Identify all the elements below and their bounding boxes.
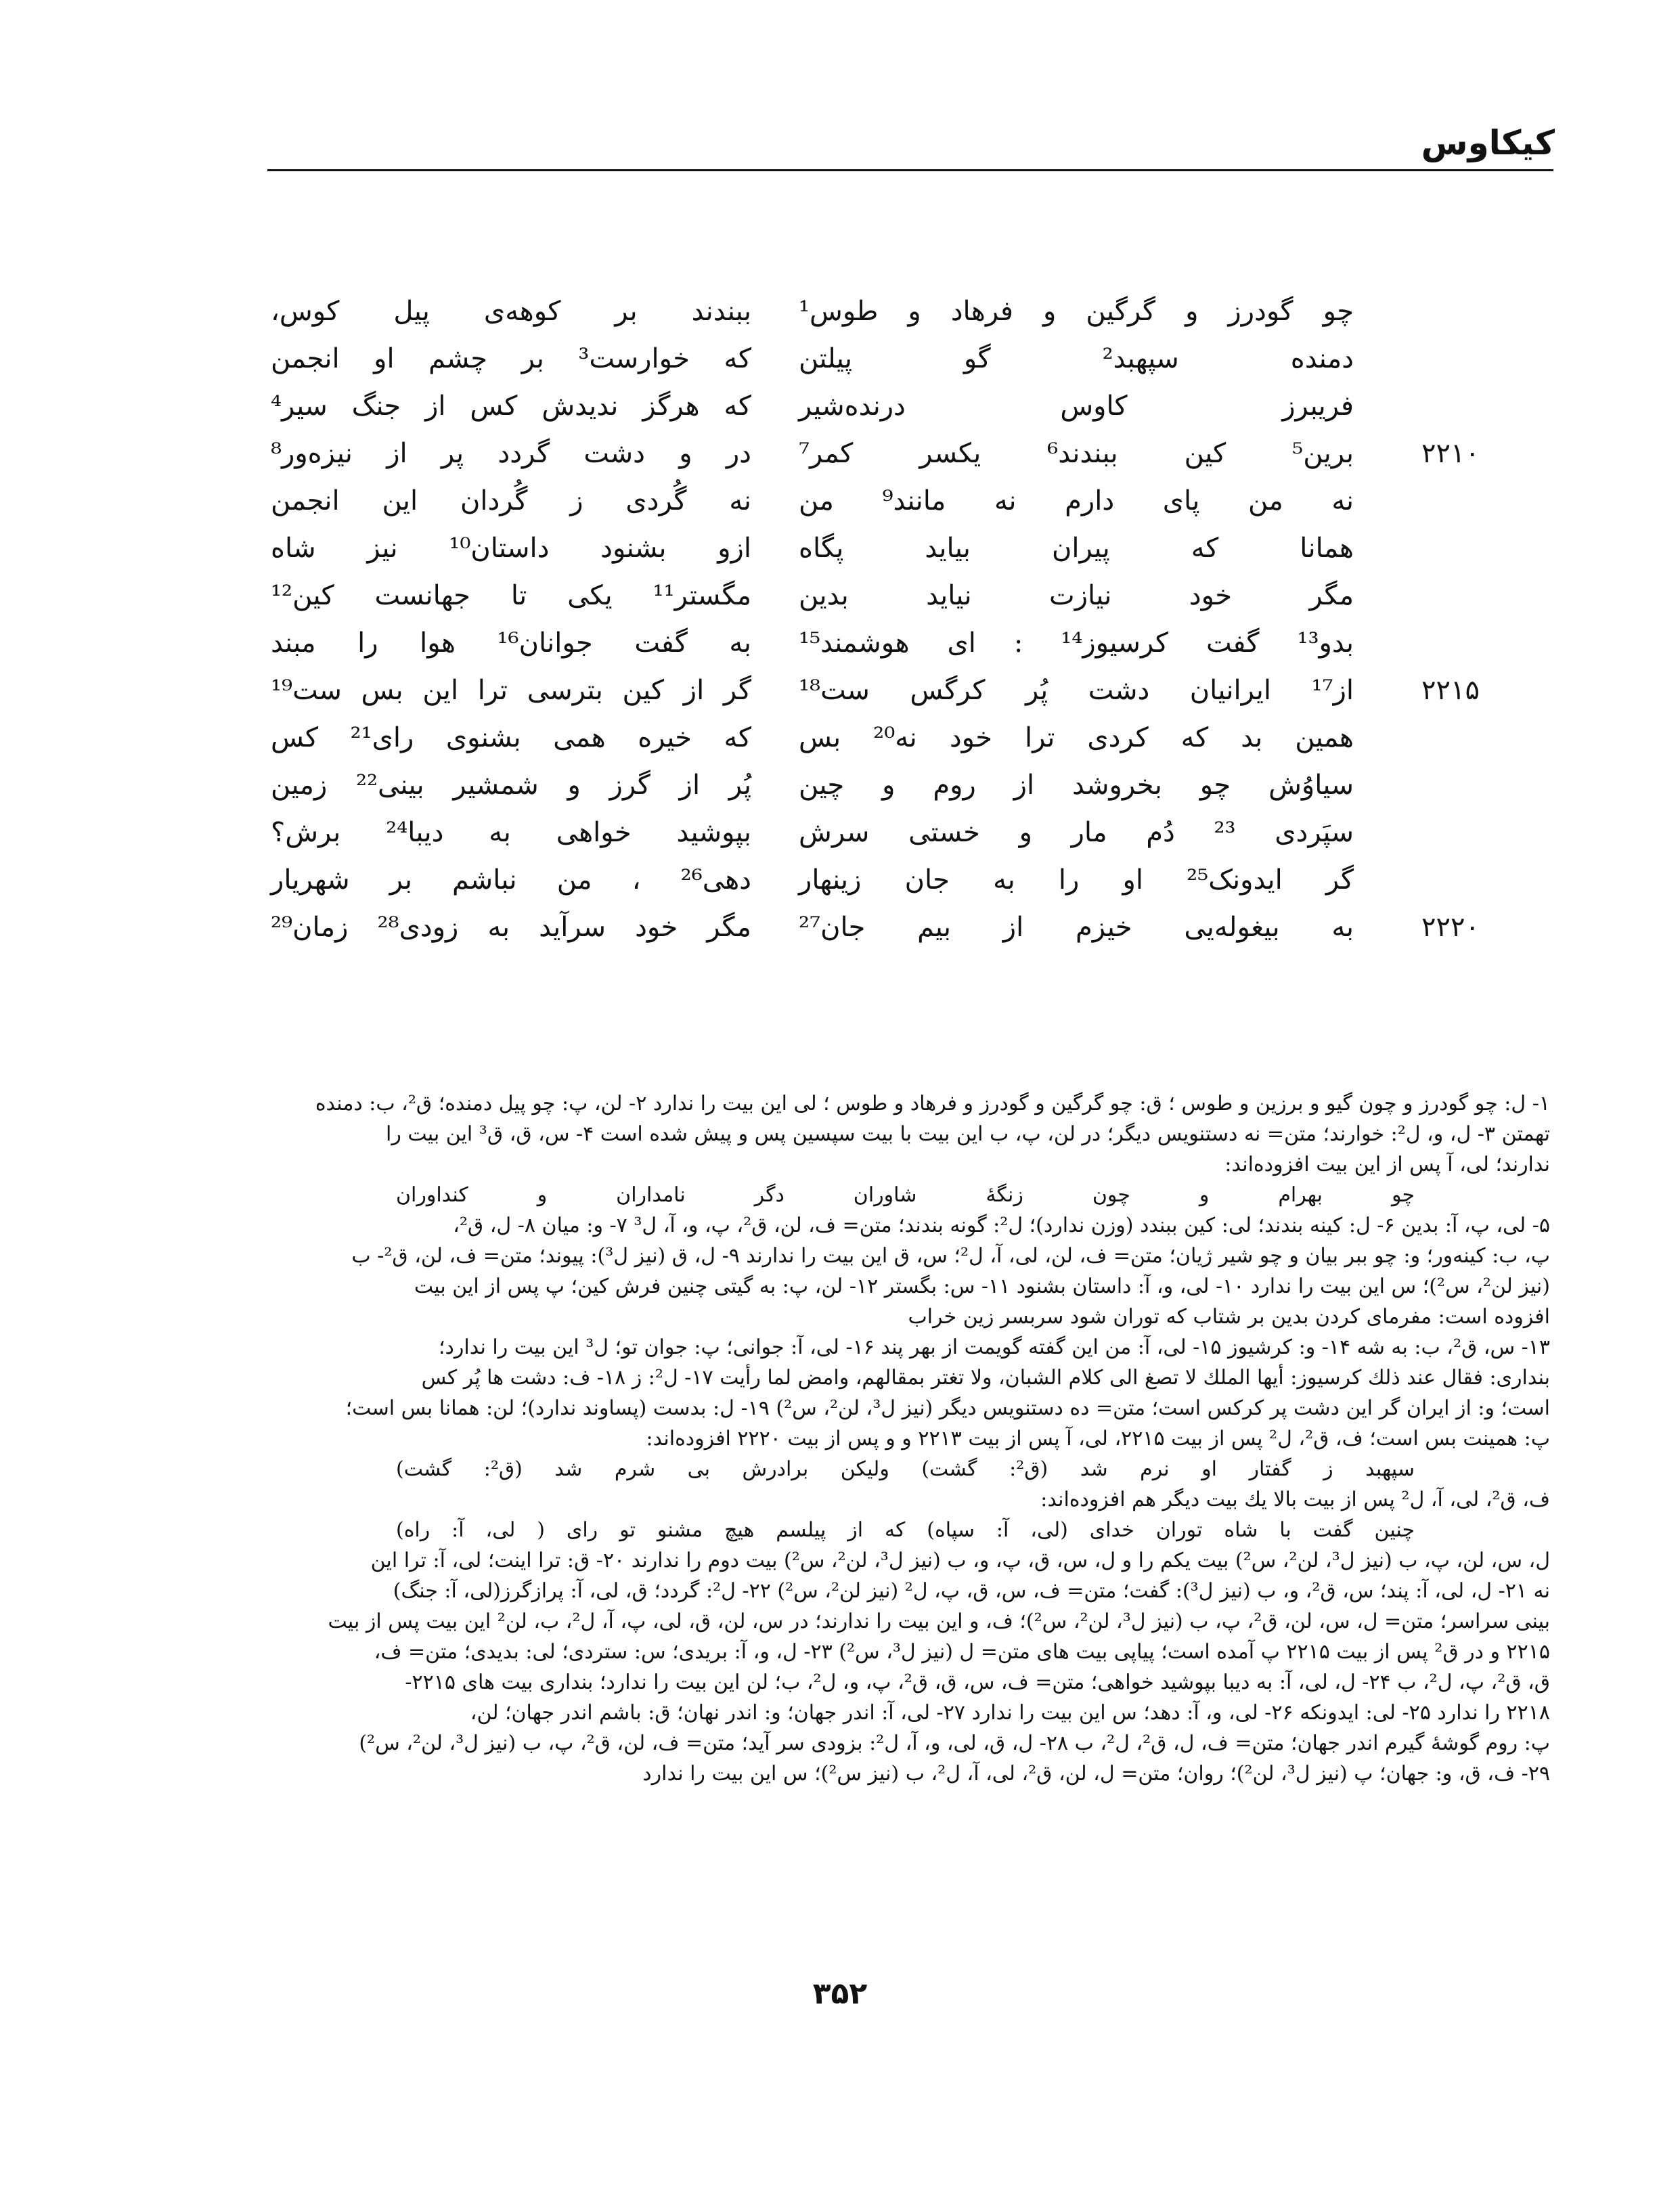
footnote-line: پ، ب: کینه‌ور؛ و: چو ببر بیان و چو شیر ژیان؛ متن= ف، لن، لی، آ، ل²؛ س، ق این بیت را ندارند ۹- ل، ق (نیز ل³): پیوند؛ متن= ف، لن، ق²- ب xyxy=(351,1244,1550,1268)
first-hemistich: به بیغوله‌یی خیزم از بیم جان²⁷ xyxy=(799,912,1354,943)
verse-row xyxy=(257,856,1543,904)
verse-row xyxy=(257,619,1543,667)
footnote-line: پ: همینت بس است؛ ف، ق²، ل² پس از بیت ۲۲۱۵، لی، آ پس از بیت ۲۲۱۳ و و پس از بیت ۲۲۲۰ افزوده‌اند: xyxy=(646,1427,1550,1451)
footnote-line: ل، س، لن، پ، ب (نیز ل³، لن²، س²) بیت یکم را و ل، س، ق، پ، و، ب (نیز ل³، لن²، س²) بیت دوم را ندارند ۲۰- ق: ترا اینت؛ لی، آ: ترا این xyxy=(370,1549,1550,1572)
footnote-line: پ: روم گوشهٔ گیرم اندر جهان؛ متن= ف، ل، ق²، ل²، ب ۲۸- ل، ق، لی، و، آ، ل²: بزودی سر آید؛ متن= ف، لن، ق²، پ، ب (نیز ل³، لن²، س²) xyxy=(359,1731,1550,1755)
verse-number: ۲۲۱۵ xyxy=(1421,675,1480,706)
footnote-line: نه ۲۱- ل، لی، آ: پند؛ س، ق²، و، ب (نیز ل³): گفت؛ متن= ف، س، ق، پ، ل² (نیز لن²، س²) ۲۲- ل²: گردد؛ ق، لی، آ: پرازگرز(لی، آ: جنگ) xyxy=(393,1579,1550,1603)
page-header-title: کیکاوس xyxy=(1421,123,1555,162)
first-hemistich: همانا که پیران بیاید پگاه xyxy=(799,533,1354,564)
first-hemistich: بدو¹³ گفت کرسیوز¹⁴ : ای هوشمند¹⁵ xyxy=(799,627,1354,659)
verse-row xyxy=(257,382,1543,430)
footnote-line: ۲۲۱۵ و در ق² پس از بیت ۲۲۱۵ پ آمده است؛ پیاپی بیت های متن= ل (نیز ل³، س²) ۲۳- ل، و، آ: بریدی؛ س: ستردی؛ لی: بدیدی؛ متن= ف، xyxy=(374,1640,1550,1664)
second-hemistich: ببندند بر کوهه‌ی پیل کوس، xyxy=(271,296,751,327)
verse-row xyxy=(257,335,1543,382)
verse-row xyxy=(257,714,1543,761)
verse-number: ۲۲۱۰ xyxy=(1421,438,1480,469)
second-hemistich: به گفت جوانان¹⁶ هوا را مبند xyxy=(271,627,751,659)
second-hemistich: دهی²⁶ ، من نباشم بر شهریار xyxy=(271,864,751,896)
first-hemistich: برین⁵ کین ببندند⁶ یکسر کمر⁷ xyxy=(799,438,1354,469)
footnote-line: (نیز لن²، س²)؛ س این بیت را ندارد ۱۰- لی، و، آ: داستان بشنود ۱۱- س: بگستر ۱۲- لن، پ: به گیتی چنین فرش کین؛ پ پس از این بیت xyxy=(414,1275,1550,1298)
verse-number: ۲۲۲۰ xyxy=(1421,912,1480,943)
second-hemistich: در و دشت گردد پر از نیزه‌ور⁸ xyxy=(271,438,751,469)
first-hemistich: مگر خود نیازت نیاید بدین xyxy=(799,580,1354,611)
footnote-verse: سپهبد ز گفتار او نرم شد (ق²: گشت) ولیکن برادرش بی شرم شد (ق²: گشت) xyxy=(396,1457,1415,1481)
footnote-line: ۲۹- ف، ق، و: جهان؛ پ (نیز ل³، لن²)؛ روان؛ متن= ل، لن، ق²، لی، آ، ل²، ب (نیز س²)؛ س این بیت را ندارد xyxy=(642,1762,1550,1786)
second-hemistich: که خوارست³ بر چشم او انجمن xyxy=(271,343,751,374)
verse-row xyxy=(257,477,1543,525)
verse-row xyxy=(257,572,1543,619)
first-hemistich: گر ایدونک²⁵ او را به جان زینهار xyxy=(799,864,1354,896)
first-hemistich: نه من پای دارم نه مانند⁹ من xyxy=(799,485,1354,516)
first-hemistich: چو گودرز و گرگین و فرهاد و طوس¹ xyxy=(799,296,1354,327)
verse-row xyxy=(257,761,1543,809)
verse-row xyxy=(257,288,1543,335)
footnote-line: ف، ق²، لی، آ، ل² پس از بیت بالا یك بیت دیگر هم افزوده‌اند: xyxy=(1040,1488,1550,1511)
first-hemistich: همین بد که کردی ترا خود نه²⁰ بس xyxy=(799,722,1354,753)
page-number: ۳۵۲ xyxy=(812,1976,868,2011)
footnote-line: بنداری: فقال عند ذلك كرسيوز: أيها الملك لا تصغ الى كلام الشبان، ولا تغتر بمقالهم، وامض لما رأيت ۱۷- ل²: ز ۱۸- ف: دشت ها پُر کس xyxy=(421,1366,1550,1390)
second-hemistich: ازو بشنود داستان¹⁰ نیز شاه xyxy=(271,533,751,564)
second-hemistich: بپوشید خواهی به دیبا²⁴ برش؟ xyxy=(271,817,751,848)
second-hemistich: که هرگز ندیدش کس از جنگ سیر⁴ xyxy=(271,391,751,422)
first-hemistich: فریبرز کاوس درنده‌شیر xyxy=(799,391,1354,422)
second-hemistich: که خیره همی بشنوی رای²¹ کس xyxy=(271,722,751,753)
verse-row xyxy=(257,430,1543,477)
first-hemistich: از¹⁷ ایرانیان دشت پُر کرگس ست¹⁸ xyxy=(799,675,1354,706)
footnote-line: بینی سراسر؛ متن= ل، س، لن، ق²، پ، ب (نیز ل³، لن²، س²)؛ ف، و این بیت را ندارند؛ در س، لن، ق، لی، پ، آ، ل²، ب، لن² این بیت پس از بیت xyxy=(328,1610,1550,1633)
footnote-line: ۱- ل: چو گودرز و چون گیو و برزین و طوس ؛ ق: چو گرگین و گودرز و فرهاد و طوس ؛ لی این بیت را ندارد ۲- لن، پ: چو پیل دمنده؛ ق²، ب: دمنده xyxy=(315,1092,1550,1115)
footnote-verse: چنین گفت با شاه توران خدای (لی، آ: سپاه) که از پیلسم هیچ مشنو تو رای ( لی، آ: راه) xyxy=(396,1518,1415,1542)
verse-row xyxy=(257,809,1543,856)
footnote-line: است؛ و: از ایران گر این دشت پر کرکس است؛ متن= ده دستنویس دیگر (نیز ل³، لن²، س²) ۱۹- ل: بدست (پساوند ندارد)؛ لن: همانا بس است؛ xyxy=(345,1396,1550,1420)
first-hemistich: سپَردی ²³ دُم مار و خستی سرش xyxy=(799,817,1354,848)
footnotes xyxy=(261,1088,1550,1789)
footnote-line: ندارند؛ لی، آ پس از این بیت افزوده‌اند: xyxy=(1224,1153,1550,1176)
second-hemistich: مگر خود سرآید به زودی²⁸ زمان²⁹ xyxy=(271,912,751,943)
footnote-line: تهمتن ۳- ل، و، ل²: خوارند؛ متن= نه دستنویس دیگر؛ در لن، پ، ب این بیت با بیت سپسین پس و پیش شده است ۴- س، ق، ق³ این بیت را xyxy=(385,1122,1550,1146)
second-hemistich: نه گُردی ز گُردان این انجمن xyxy=(271,485,751,516)
header-rule xyxy=(267,169,1553,171)
first-hemistich: دمنده سپهبد² گو پیلتن xyxy=(799,343,1354,374)
footnote-line: ق، ق²، پ، ل²، ب ۲۴- ل، لی، آ: به دیبا بپوشید خواهی؛ متن= ف، س، ق، ق²، پ، و، ل²، ب؛ لن این بیت را ندارد؛ بنداری بیت های ۲۲۱۵- xyxy=(405,1671,1550,1694)
verse-row xyxy=(257,904,1543,951)
verse-row xyxy=(257,667,1543,714)
second-hemistich: پُر از گرز و شمشیر بینی²² زمین xyxy=(271,770,751,801)
footnote-line: ۱۳- س، ق²، ب: به شه ۱۴- و: کرشیوز ۱۵- لی، آ: من این گفته گویمت از بهر پند ۱۶- لی، آ: جوانی؛ پ: جوان تو؛ ل³ این بیت را ندارد؛ xyxy=(439,1335,1550,1359)
verse-row xyxy=(257,525,1543,572)
footnote-line: افزوده است: مفرمای کردن بدین بر شتاب که توران شود سربسر زین خراب xyxy=(908,1305,1550,1329)
first-hemistich: سیاوُش چو بخروشد از روم و چین xyxy=(799,770,1354,801)
footnote-line: ۵- لی، پ، آ: بدین ۶- ل: کینه بندند؛ لی: کین ببندد (وزن ندارد)؛ ل²: گونه بندند؛ متن= ف، لن، ق²، پ، و، آ، ل³ ۷- و: میان ۸- ل، ق²، xyxy=(453,1214,1550,1237)
second-hemistich: گر از کین بترسی ترا این بس ست¹⁹ xyxy=(271,675,751,706)
footnote-verse: چو بهرام و چون زنگهٔ شاوران دگر نامداران و کنداوران xyxy=(396,1183,1415,1207)
second-hemistich: مگستر¹¹ یکی تا جهانست کین¹² xyxy=(271,580,751,611)
footnote-line: ۲۲۱۸ را ندارد ۲۵- لی: ایدونکه ۲۶- لی، و، آ: دهد؛ س این بیت را ندارد ۲۷- لی، آ: اندر جهان؛ و: اندر نهان؛ ق: باشم اندر جهان؛ لن، xyxy=(470,1701,1550,1725)
